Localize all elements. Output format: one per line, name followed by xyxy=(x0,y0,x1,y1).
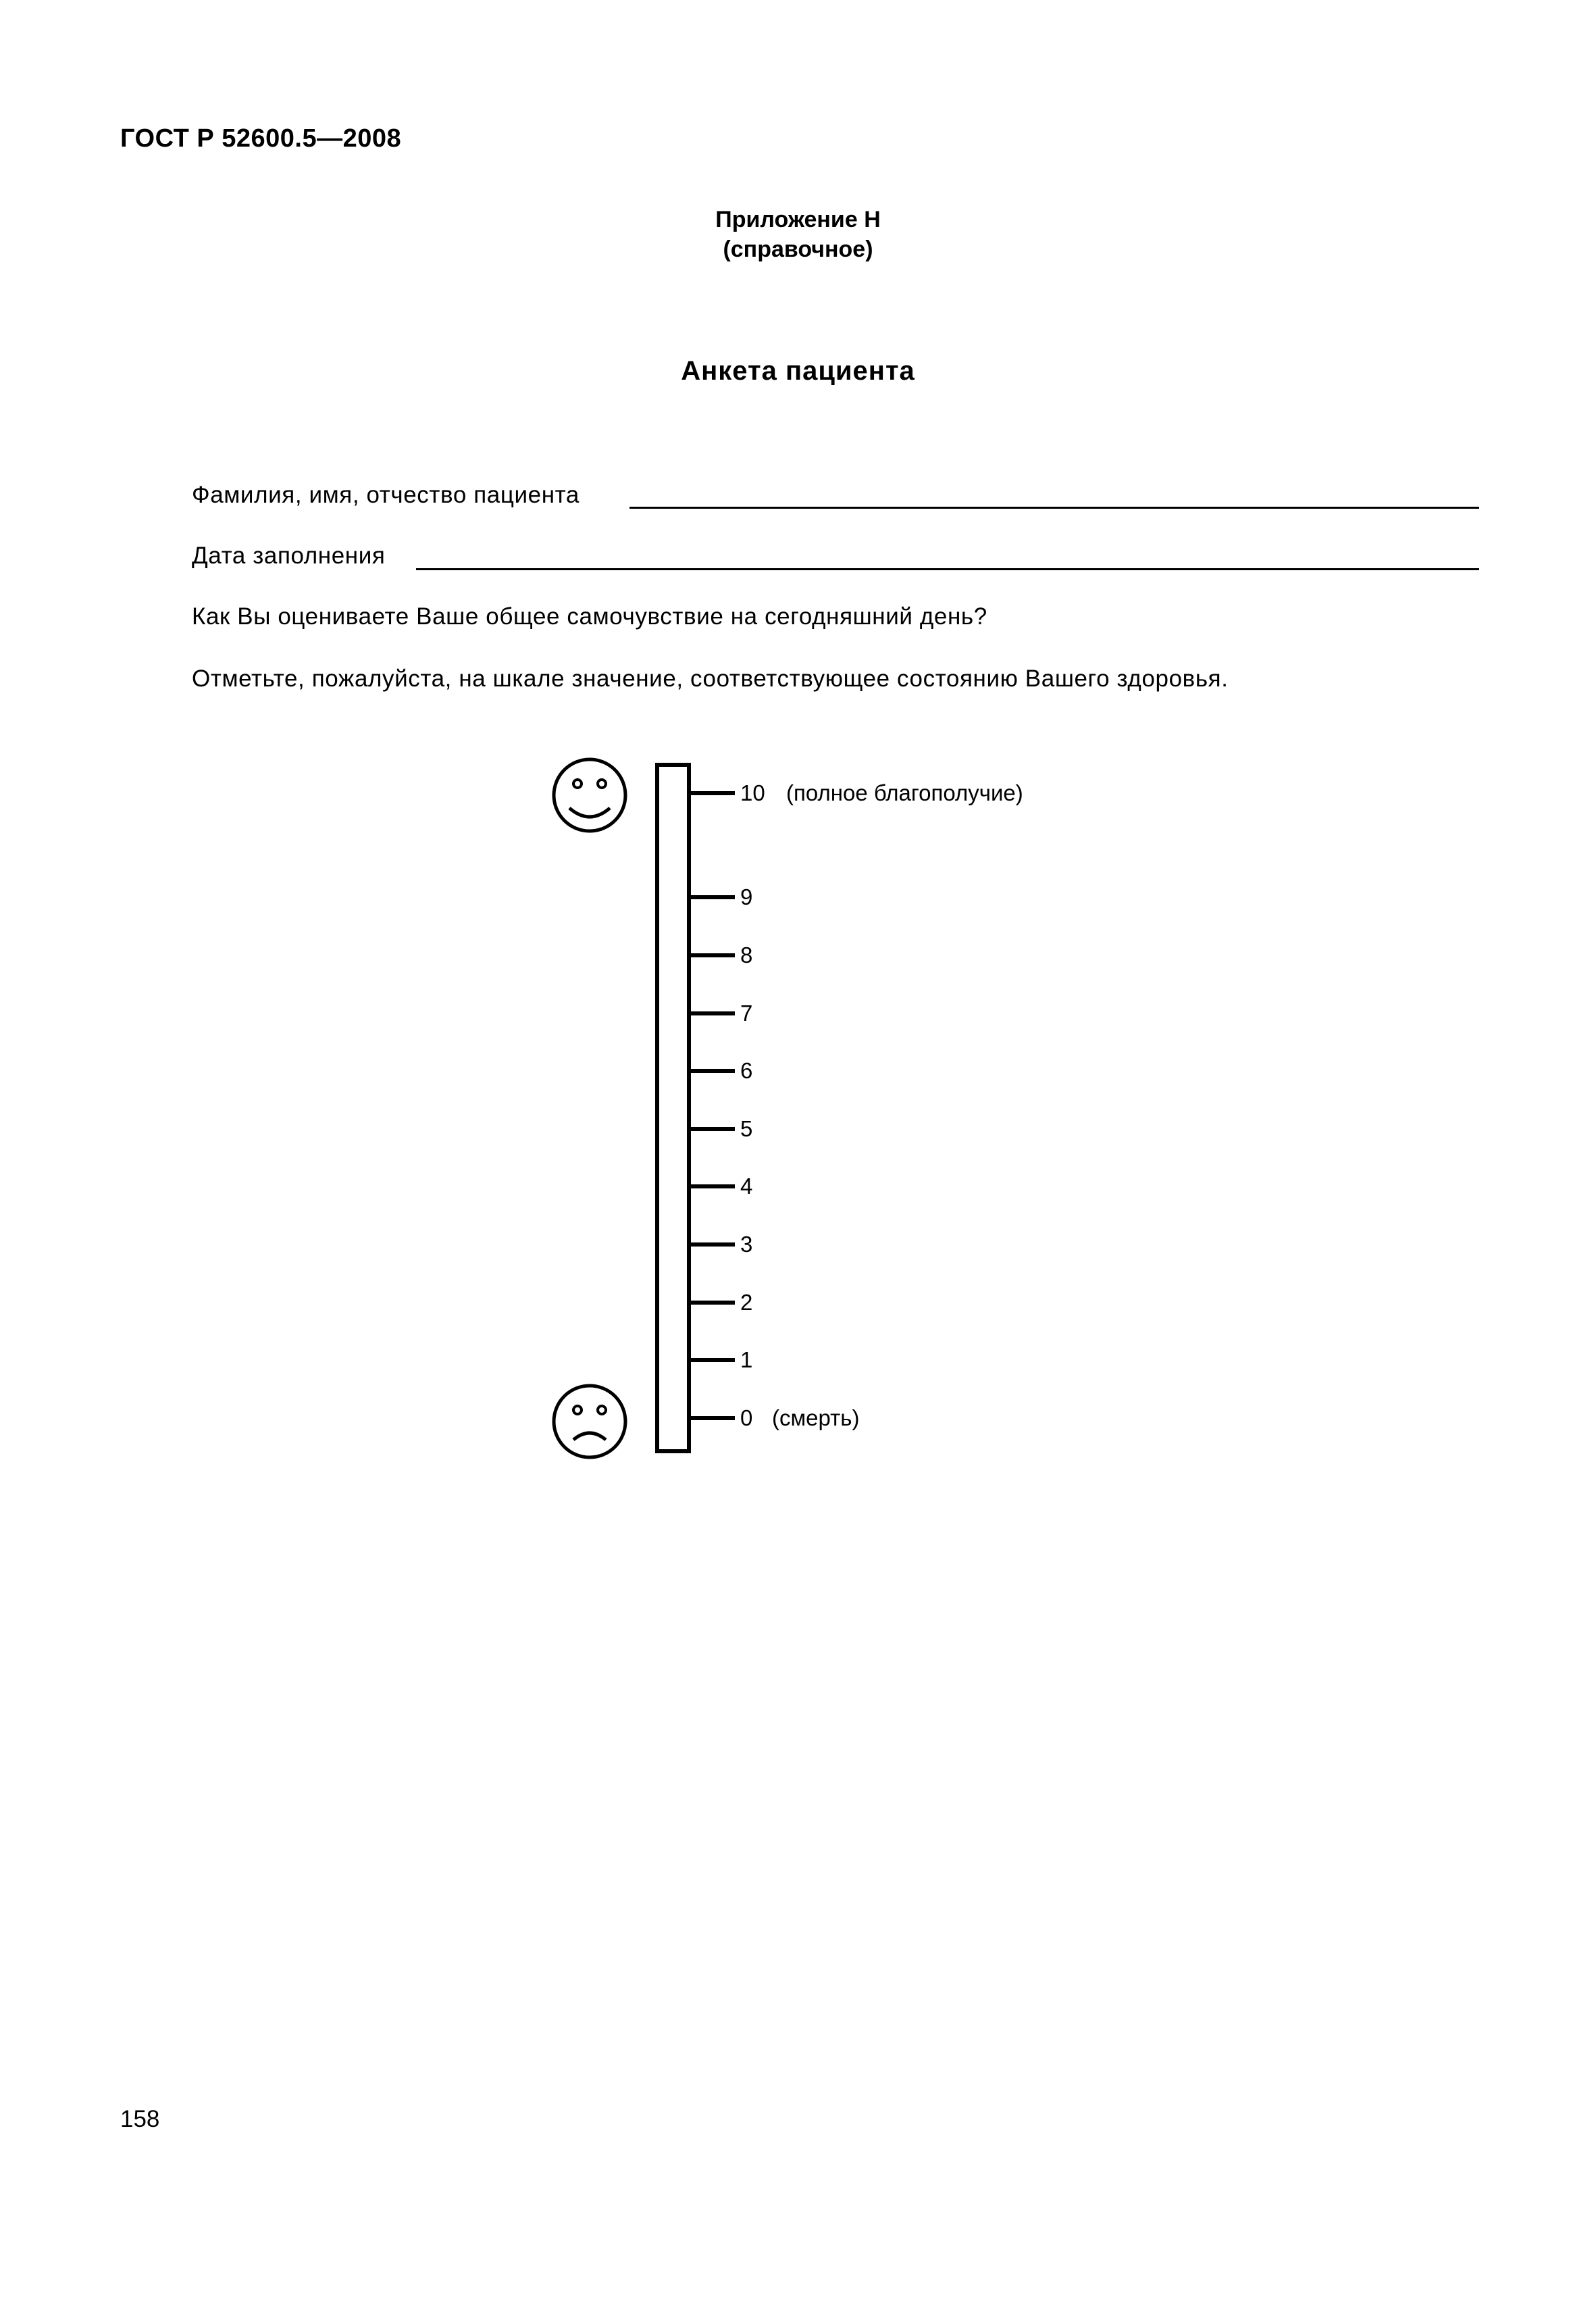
scale-tick-label-9: 9 xyxy=(740,884,753,909)
scale-tick-label-7: 7 xyxy=(740,1001,753,1026)
scale-tick-label-10: 10 xyxy=(740,780,765,805)
scale-tick-label-1: 1 xyxy=(740,1347,753,1372)
sad-face-icon xyxy=(554,1386,625,1457)
page-title: Анкета пациента xyxy=(681,356,915,386)
scale-tick-label-4: 4 xyxy=(740,1174,753,1199)
patient-name-label: Фамилия, имя, отчество пациента xyxy=(192,482,580,508)
scale-tick-label-2: 2 xyxy=(740,1290,753,1315)
smiling-face-icon xyxy=(554,759,625,831)
scale-bottom-description: (смерть) xyxy=(772,1405,860,1430)
standard-code: ГОСТ Р 52600.5—2008 xyxy=(120,124,402,153)
page-number: 158 xyxy=(120,2106,160,2132)
scale-tick-label-3: 3 xyxy=(740,1232,753,1257)
scale-tick-label-0: 0 xyxy=(740,1405,753,1430)
fill-date-label: Дата заполнения xyxy=(192,543,386,569)
question-text: Как Вы оцениваете Ваше общее самочувствие на сегодняшний день? xyxy=(192,603,987,630)
annex-label: Приложение Н xyxy=(715,207,881,232)
scale-bar[interactable] xyxy=(657,765,689,1451)
scale-tick-label-5: 5 xyxy=(740,1116,753,1141)
scale-tick-label-8: 8 xyxy=(740,942,753,967)
instruction-text: Отметьте, пожалуйста, на шкале значение, соответствующее состоянию Вашего здоровья. xyxy=(192,665,1229,692)
scale-tick-label-6: 6 xyxy=(740,1058,753,1083)
annex-type: (справочное) xyxy=(723,236,873,262)
scale-top-description: (полное благополучие) xyxy=(786,780,1023,805)
